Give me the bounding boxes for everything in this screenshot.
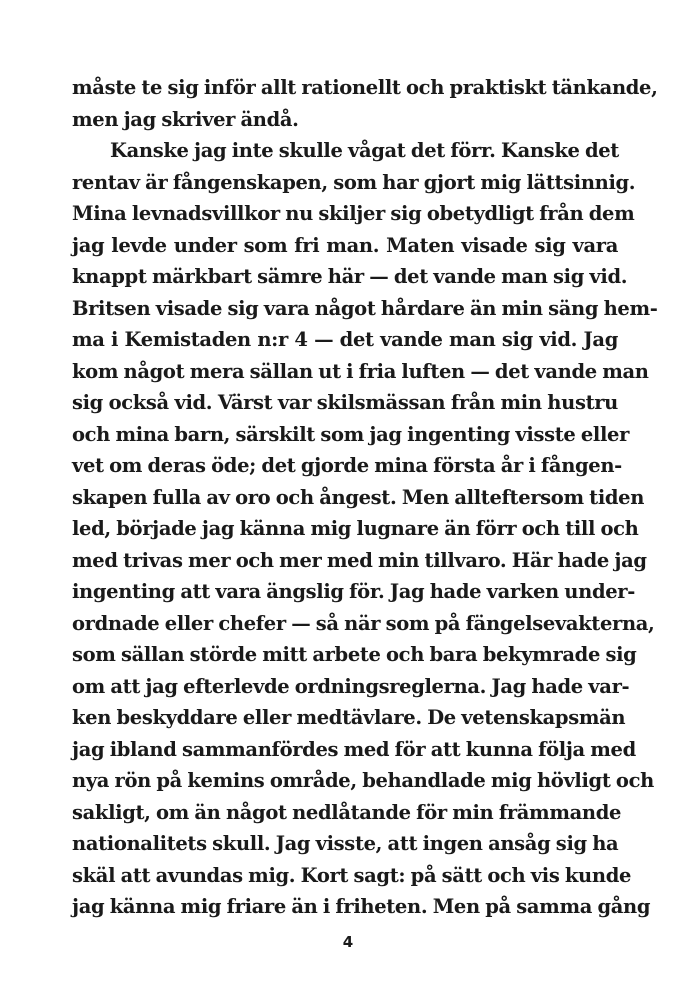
text-line: måste te sig inför allt rationellt och praktiskt tänkande,: [72, 76, 658, 99]
text-line: sig också vid. Värst var skilsmässan från min hustru: [72, 391, 618, 414]
text-line: nya rön på kemins område, behandlade mig hövligt och: [72, 769, 654, 792]
text-line: Mina levnadsvillkor nu skiljer sig obetydligt från dem: [72, 202, 635, 225]
text-line: skäl att avundas mig. Kort sagt: på sätt och vis kunde: [72, 863, 632, 887]
text-line: ma i Kemistaden n:r 4 — det vande man sig vid. Jag: [72, 328, 618, 351]
text-line: jag känna mig friare än i friheten. Men på samma gång: [72, 895, 651, 918]
text-line: nationalitets skull. Jag visste, att ingen ansåg sig ha: [72, 832, 619, 855]
text-line: led, började jag känna mig lugnare än förr och till och: [72, 517, 639, 540]
text-line: skapen fulla av oro och ångest. Men allteftersom tiden: [72, 485, 645, 509]
text-line: ingenting att vara ängslig för. Jag hade varken under-: [72, 580, 635, 603]
text-line: sakligt, om än något nedlåtande för min främmande: [72, 800, 622, 824]
text-line: med trivas mer och mer med min tillvaro. Här hade jag: [72, 548, 647, 572]
text-line: knappt märkbart sämre här — det vande man sig vid.: [72, 265, 628, 288]
text-line: rentav är fångenskapen, som har gjort mig lättsinnig.: [72, 170, 636, 194]
text-line: som sällan störde mitt arbete och bara bekymrade sig: [72, 643, 637, 666]
text-line: jag levde under som fri man. Maten visade sig vara: [72, 233, 618, 257]
page-body: [72, 72, 658, 923]
text-line: kom något mera sällan ut i fria luften — det vande man: [72, 359, 649, 383]
text-line: om att jag efterlevde ordningsreglerna. Jag hade var-: [72, 674, 630, 698]
page-number: 4: [342, 933, 354, 951]
text-line: ordnade eller chefer — så när som på fängelsevakterna,: [72, 611, 655, 635]
text-line: jag ibland sammanfördes med för att kunna följa med: [72, 737, 636, 761]
text-line: och mina barn, särskilt som jag ingenting visste eller: [72, 422, 630, 446]
text-line-paragraph-start: Kanske jag inte skulle vågat det förr. Kanske det: [110, 139, 619, 162]
text-line: men jag skriver ändå.: [72, 107, 299, 131]
text-line: ken beskyddare eller medtävlare. De vetenskapsmän: [72, 706, 626, 729]
text-line: Britsen visade sig vara något hårdare än min säng hem-: [72, 296, 658, 320]
text-line: vet om deras öde; det gjorde mina första år i fången-: [72, 454, 622, 477]
